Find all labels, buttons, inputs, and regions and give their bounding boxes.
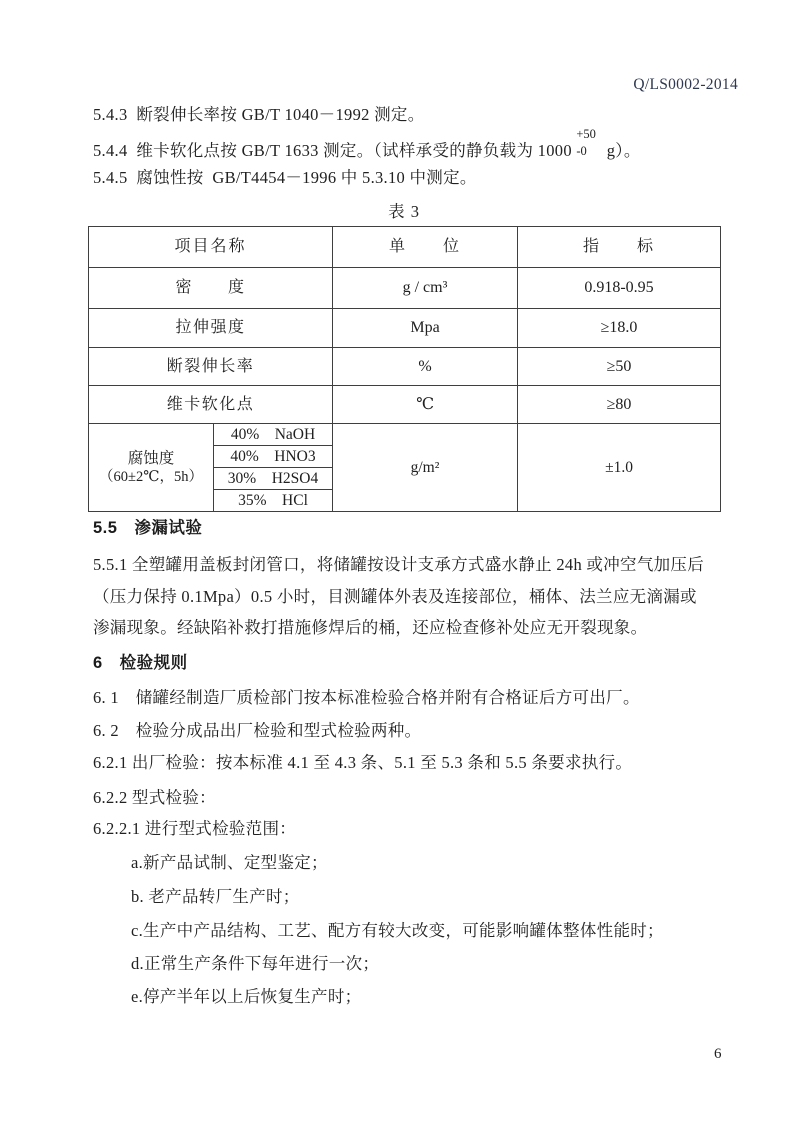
row-density-value: 0.918-0.95 bbox=[518, 268, 721, 309]
table-row-corrosion bbox=[89, 424, 721, 446]
header-item-name: 项目名称 bbox=[89, 227, 333, 268]
corrosion-unit: g/m² bbox=[333, 424, 518, 512]
para-6-2-2-1: 6.2.2.1 进行型式检验范围： bbox=[93, 819, 297, 838]
corrosion-label-line2: （60±2℃，5h） bbox=[99, 468, 203, 485]
row-vicat-name: 维卡软化点 bbox=[89, 386, 333, 424]
row-vicat-value: ≥80 bbox=[518, 386, 721, 424]
tolerance-lower: -0 bbox=[576, 144, 587, 158]
para-5-5-1-line3: 渗漏现象。经缺陷补救打措施修焊后的桶，还应检查修补处应无开裂现象。 bbox=[93, 618, 648, 637]
table-row bbox=[89, 348, 721, 386]
row-density-name: 密 度 bbox=[89, 268, 333, 309]
row-density-unit: g / cm³ bbox=[333, 268, 518, 309]
para-6-2-2: 6.2.2 型式检验： bbox=[93, 788, 216, 807]
header-index: 指 标 bbox=[518, 227, 721, 268]
row-elongation-name: 断裂伸长率 bbox=[89, 348, 333, 386]
table-row bbox=[89, 386, 721, 424]
table-row bbox=[89, 268, 721, 309]
para-5-4-4 bbox=[93, 127, 717, 163]
para-5-4-4-text: 5.4.4 维卡软化点按 GB/T 1633 测定。（试样承受的静负载为 1000 bbox=[93, 141, 577, 160]
table-header-row bbox=[89, 227, 721, 268]
table-3 bbox=[88, 226, 721, 512]
row-vicat-unit: ℃ bbox=[333, 386, 518, 424]
table-row bbox=[89, 309, 721, 348]
corrosion-solution-4: 35% HCl bbox=[214, 490, 333, 512]
para-6-2-1: 6.2.1 出厂检验：按本标准 4.1 至 4.3 条、5.1 至 5.3 条和 5.5 条要求执行。 bbox=[93, 753, 633, 772]
tolerance-stack bbox=[576, 127, 602, 158]
page-number: 6 bbox=[714, 1046, 722, 1062]
heading-5-5: 5.5 渗漏试验 bbox=[93, 519, 203, 537]
corrosion-solution-2: 40% HNO3 bbox=[214, 446, 333, 468]
corrosion-value: ±1.0 bbox=[518, 424, 721, 512]
para-6-2: 6. 2 检验分成品出厂检验和型式检验两种。 bbox=[93, 721, 422, 740]
para-5-4-3: 5.4.3 断裂伸长率按 GB/T 1040－1992 测定。 bbox=[93, 105, 425, 124]
tolerance-upper: +50 bbox=[576, 127, 596, 141]
corrosion-label-line1: 腐蚀度 bbox=[127, 449, 175, 467]
para-5-4-5: 5.4.5 腐蚀性按 GB/T4454－1996 中 5.3.10 中测定。 bbox=[93, 168, 477, 187]
list-item-c: c.生产中产品结构、工艺、配方有较大改变，可能影响罐体整体性能时； bbox=[131, 921, 664, 940]
doc-code-header: Q/LS0002-2014 bbox=[633, 76, 738, 93]
corrosion-label bbox=[89, 424, 214, 512]
list-item-a: a.新产品试制、定型鉴定； bbox=[131, 853, 328, 872]
list-item-e: e.停产半年以上后恢复生产时； bbox=[131, 987, 362, 1006]
corrosion-solution-3: 30% H2SO4 bbox=[214, 468, 333, 490]
row-elongation-unit: % bbox=[333, 348, 518, 386]
para-5-5-1-line1: 5.5.1 全塑罐用盖板封闭管口，将储罐按设计支承方式盛水静止 24h 或冲空气加压后 bbox=[93, 555, 705, 574]
header-unit: 单 位 bbox=[333, 227, 518, 268]
list-item-d: d.正常生产条件下每年进行一次； bbox=[131, 954, 380, 973]
heading-6: 6 检验规则 bbox=[93, 654, 188, 672]
row-tensile-name: 拉伸强度 bbox=[89, 309, 333, 348]
row-tensile-value: ≥18.0 bbox=[518, 309, 721, 348]
list-item-b: b. 老产品转厂生产时； bbox=[131, 887, 300, 906]
para-5-5-1-line2: （压力保持 0.1Mpa）0.5 小时，目测罐体外表及连接部位，桶体、法兰应无滴漏或 bbox=[93, 587, 697, 606]
row-tensile-unit: Mpa bbox=[333, 309, 518, 348]
para-6-1: 6. 1 储罐经制造厂质检部门按本标准检验合格并附有合格证后方可出厂。 bbox=[93, 688, 640, 707]
table-3-title: 表 3 bbox=[388, 202, 420, 221]
row-elongation-value: ≥50 bbox=[518, 348, 721, 386]
para-5-4-4-text-after: g）。 bbox=[602, 141, 641, 160]
corrosion-solution-1: 40% NaOH bbox=[214, 424, 333, 446]
